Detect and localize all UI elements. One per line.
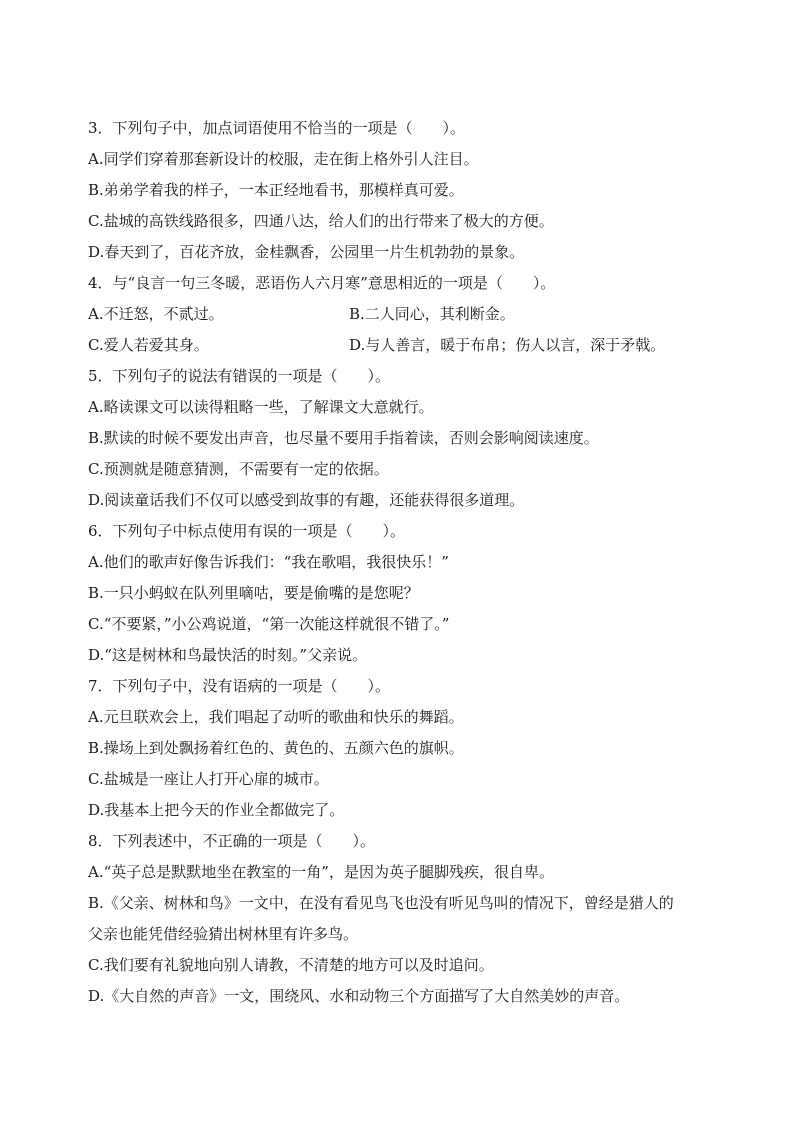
question-6-option-d: D.“这是树林和鸟最快活的时刻。”父亲说。 (88, 646, 368, 664)
question-4-option-c: C.爱人若爱其身。 (88, 336, 209, 354)
question-7-option-d: D.我基本上把今天的作业全都做完了。 (88, 801, 345, 819)
question-6-option-c: C.“不要紧，”小公鸡说道，“第一次能这样就很不错了。” (88, 615, 450, 633)
question-8-option-b-line-1: B.《父亲、树林和鸟》一文中，在没有看见鸟飞也没有听见鸟叫的情况下，曾经是猎人的 (88, 894, 674, 912)
question-8-option-d: D.《大自然的声音》一文，围绕风、水和动物三个方面描写了大自然美妙的声音。 (88, 987, 630, 1005)
question-5-stem: 5．下列句子的说法有错误的一项是（ ）。 (88, 367, 391, 385)
question-4-option-b: B.二人同心，其利断金。 (349, 305, 515, 323)
question-5-option-a: A.略读课文可以读得粗略一些，了解课文大意就行。 (88, 398, 434, 416)
question-4-option-a: A.不迁怒，不贰过。 (88, 305, 224, 323)
question-7-stem: 7．下列句子中，没有语病的一项是（ ）。 (88, 677, 391, 695)
question-8-option-a: A.“英子总是默默地坐在教室的一角”，是因为英子腿脚残疾，很自卑。 (88, 863, 554, 881)
question-7-option-c: C.盐城是一座让人打开心扉的城市。 (88, 770, 329, 788)
question-4-option-d: D.与人善言，暖于布帛；伤人以言，深于矛戟。 (349, 336, 666, 354)
question-7-option-b: B.操场上到处飘扬着红色的、黄色的、五颜六色的旗帜。 (88, 739, 464, 757)
question-7-option-a: A.元旦联欢会上，我们唱起了动听的歌曲和快乐的舞蹈。 (88, 708, 464, 726)
question-6-option-a: A.他们的歌声好像告诉我们：“我在歌唱，我很快乐！” (88, 553, 449, 571)
question-5-option-b: B.默读的时候不要发出声音，也尽量不要用手指着读，否则会影响阅读速度。 (88, 429, 599, 447)
question-4-options-row-2 (88, 330, 728, 361)
question-3-option-d: D.春天到了，百花齐放，金桂飘香，公园里一片生机勃勃的景象。 (88, 243, 525, 261)
question-8-option-b-line-2: 父亲也能凭借经验猜出树林里有许多鸟。 (88, 925, 359, 943)
question-8-option-c: C.我们要有礼貌地向别人请教，不清楚的地方可以及时追问。 (88, 956, 494, 974)
question-6-option-b: B.一只小蚂蚁在队列里嘀咕，要是偷嘴的是您呢？ (88, 584, 419, 602)
question-6-stem: 6．下列句子中标点使用有误的一项是（ ）。 (88, 522, 406, 540)
question-3-option-c: C.盐城的高铁线路很多，四通八达，给人们的出行带来了极大的方便。 (88, 212, 554, 230)
question-8-stem: 8．下列表述中，不正确的一项是（ ）。 (88, 832, 376, 850)
question-3-stem: 3．下列句子中，加点词语使用不恰当的一项是（ ）。 (88, 119, 466, 137)
question-4-stem: 4．与“良言一句三冬暖，恶语伤人六月寒”意思相近的一项是（ ）。 (88, 274, 556, 292)
question-3-option-b: B.弟弟学着我的样子，一本正经地看书，那模样真可爱。 (88, 181, 464, 199)
document-page (88, 113, 728, 1012)
question-4-options-row-1 (88, 299, 728, 330)
question-5-option-d: D.阅读童话我们不仅可以感受到故事的有趣，还能获得很多道理。 (88, 491, 525, 509)
question-5-option-c: C.预测就是随意猜测，不需要有一定的依据。 (88, 460, 389, 478)
question-3-option-a: A.同学们穿着那套新设计的校服，走在街上格外引人注目。 (88, 150, 479, 168)
